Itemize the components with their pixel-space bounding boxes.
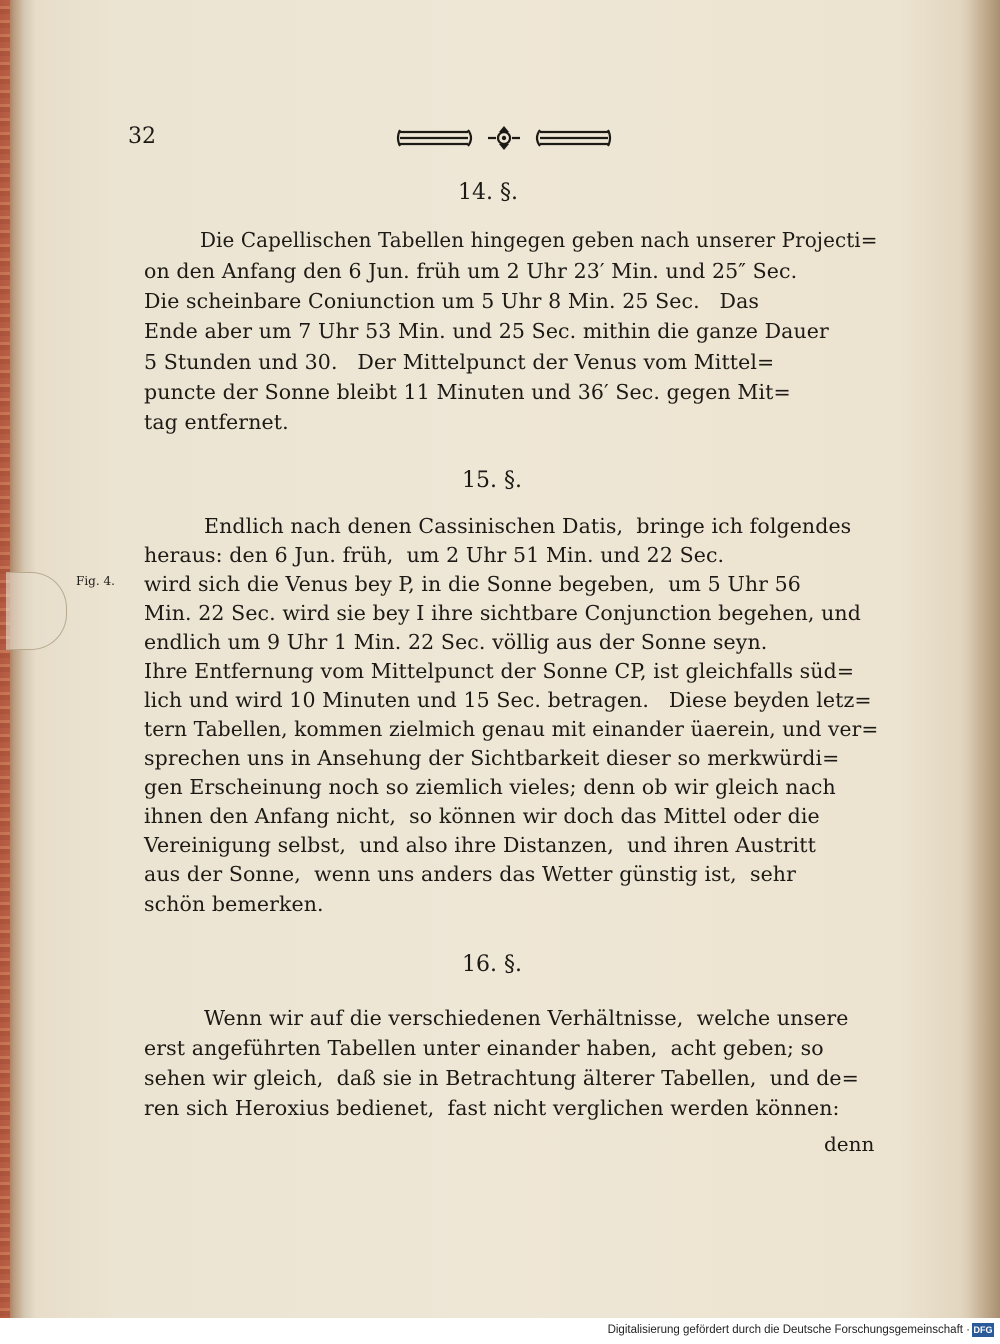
page-edge-shadow	[968, 0, 1000, 1318]
text-line: aus der Sonne, wenn uns anders das Wetter günstig ist, sehr	[144, 862, 796, 886]
text-line: erst angeführten Tabellen unter einander haben, acht geben; so	[144, 1036, 824, 1060]
text-line: wird sich die Venus bey P, in die Sonne begeben, um 5 Uhr 56	[144, 572, 801, 596]
text-line: ihnen den Anfang nicht, so können wir doch das Mittel oder die	[144, 804, 820, 828]
text-line: schön bemerken.	[144, 892, 324, 916]
text-line: lich und wird 10 Minuten und 15 Sec. betragen. Diese beyden letz=	[144, 688, 872, 712]
text-line: gen Erscheinung noch so ziemlich vieles; denn ob wir gleich nach	[144, 775, 836, 799]
text-line: endlich um 9 Uhr 1 Min. 22 Sec. völlig aus der Sonne seyn.	[144, 630, 768, 654]
section-heading: 15. §.	[462, 468, 522, 493]
text-line: tern Tabellen, kommen zielmich genau mit einander üaerein, und ver=	[144, 717, 879, 741]
text-line: Die scheinbare Coniunction um 5 Uhr 8 Min. 25 Sec. Das	[144, 289, 760, 313]
catchword: denn	[824, 1132, 875, 1156]
book-edge	[0, 0, 10, 1318]
text-line: Min. 22 Sec. wird sie bey I ihre sichtbare Conjunction begehen, und	[144, 601, 861, 625]
dfg-logo: DFG	[973, 1325, 993, 1335]
section-heading: 16. §.	[462, 952, 522, 977]
page-number: 32	[128, 124, 156, 149]
text-line: Vereinigung selbst, und also ihre Distanzen, und ihren Austritt	[144, 833, 816, 857]
gutter-shadow	[10, 0, 36, 1318]
text-line: Ihre Entfernung vom Mittelpunct der Sonne CP, ist gleichfalls süd=	[144, 659, 855, 683]
text-line: Endlich nach denen Cassinischen Datis, bringe ich folgendes	[204, 514, 852, 538]
text-line: Ende aber um 7 Uhr 53 Min. und 25 Sec. mithin die ganze Dauer	[144, 319, 829, 343]
text-line: tag entfernet.	[144, 410, 289, 434]
text-line: on den Anfang den 6 Jun. früh um 2 Uhr 23′ Min. und 25″ Sec.	[144, 259, 798, 283]
text-line: heraus: den 6 Jun. früh, um 2 Uhr 51 Min. und 22 Sec.	[144, 543, 725, 567]
text-line: Die Capellischen Tabellen hingegen geben nach unserer Projecti=	[200, 228, 878, 252]
text-line: ren sich Heroxius bedienet, fast nicht verglichen werden können:	[144, 1096, 840, 1120]
figure-reference: Fig. 4.	[76, 574, 115, 588]
text-line: Wenn wir auf die verschiedenen Verhältnisse, welche unsere	[204, 1006, 849, 1030]
section-heading: 14. §.	[458, 180, 518, 205]
text-line: puncte der Sonne bleibt 11 Minuten und 36′ Sec. gegen Mit=	[144, 380, 791, 404]
text-line: sprechen uns in Ansehung der Sichtbarkeit dieser so merkwürdi=	[144, 746, 840, 770]
text-line: 5 Stunden und 30. Der Mittelpunct der Venus vom Mittel=	[144, 350, 775, 374]
ornament-icon	[396, 124, 612, 152]
footer-credit: Digitalisierung gefördert durch die Deutsche Forschungsgemeinschaft ·	[607, 1324, 970, 1336]
text-line: sehen wir gleich, daß sie in Betrachtung älterer Tabellen, und de=	[144, 1066, 859, 1090]
